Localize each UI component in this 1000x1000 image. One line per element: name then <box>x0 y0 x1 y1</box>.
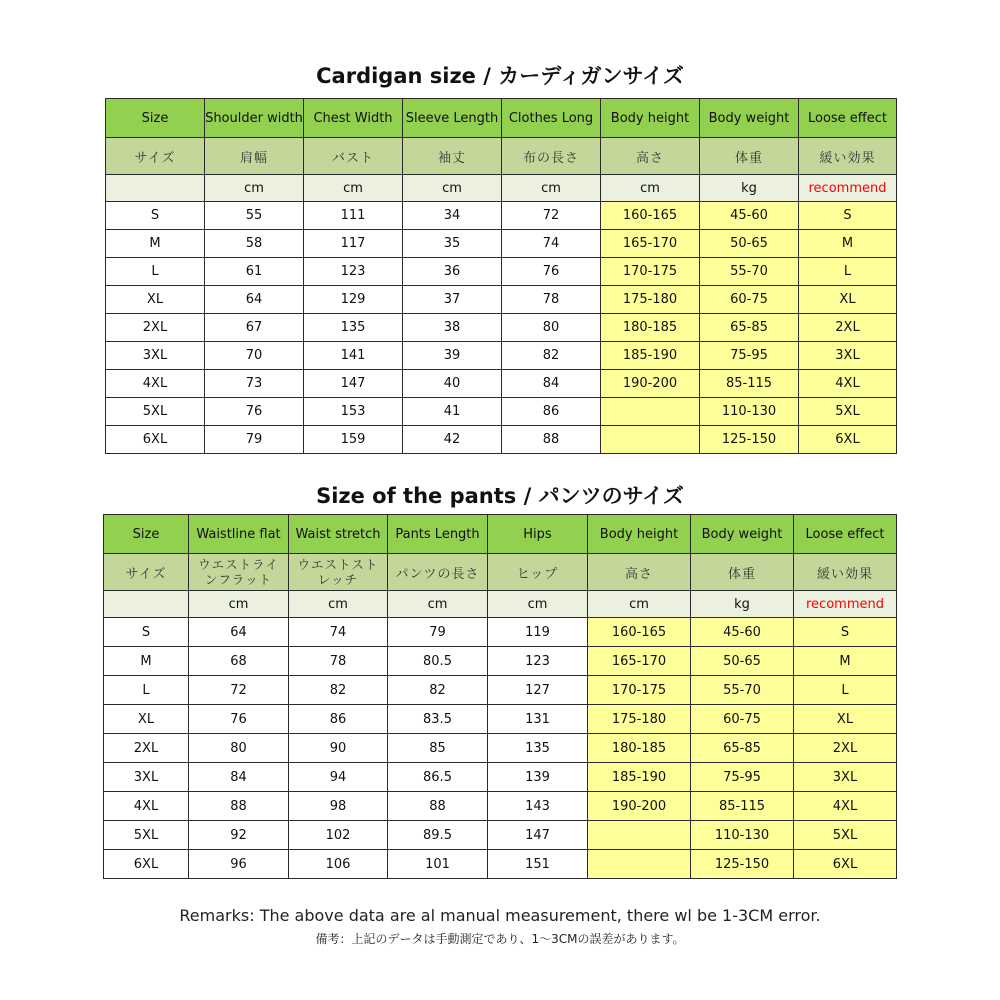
table-cell: 106 <box>289 850 388 879</box>
table-cell: 76 <box>502 258 601 286</box>
table-row <box>106 202 897 230</box>
table-cell: 190-200 <box>588 792 691 821</box>
table-row <box>104 618 897 647</box>
table-cell: 50-65 <box>691 647 794 676</box>
jp-header-cell: バスト <box>304 138 403 175</box>
table-cell: 6XL <box>794 850 897 879</box>
table-cell: 6XL <box>104 850 189 879</box>
table-cell: 190-200 <box>601 370 700 398</box>
table-cell: M <box>106 230 205 258</box>
table-cell: M <box>104 647 189 676</box>
table-row <box>106 286 897 314</box>
header-cell: Clothes Long <box>502 99 601 138</box>
table-cell: 82 <box>502 342 601 370</box>
table-cell: 147 <box>488 821 588 850</box>
jp-header-cell: パンツの長さ <box>388 554 488 591</box>
table-cell: 60-75 <box>700 286 799 314</box>
table-cell: XL <box>106 286 205 314</box>
table-cell <box>588 821 691 850</box>
table-cell: 55-70 <box>691 676 794 705</box>
table-cell: 84 <box>189 763 289 792</box>
unit-cell: kg <box>700 175 799 202</box>
table-cell: 86 <box>502 398 601 426</box>
table-cell: 2XL <box>794 734 897 763</box>
table-cell: 78 <box>289 647 388 676</box>
table-cell: XL <box>104 705 189 734</box>
table-cell: 117 <box>304 230 403 258</box>
table-cell: 175-180 <box>588 705 691 734</box>
table-cell: 79 <box>205 426 304 454</box>
jp-header-cell: サイズ <box>104 554 189 591</box>
jp-header-cell: 肩幅 <box>205 138 304 175</box>
jp-header-cell: ウエストライ ンフラット <box>189 554 289 591</box>
header-cell: Body weight <box>691 515 794 554</box>
table-cell: 75-95 <box>700 342 799 370</box>
unit-cell: cm <box>289 591 388 618</box>
jp-header-cell: 体重 <box>700 138 799 175</box>
unit-cell-recommend: recommend <box>794 591 897 618</box>
table-cell: 34 <box>403 202 502 230</box>
jp-header-cell: 体重 <box>691 554 794 591</box>
table-cell: 85 <box>388 734 488 763</box>
table-cell: 73 <box>205 370 304 398</box>
table-cell: 65-85 <box>691 734 794 763</box>
table-cell: 88 <box>502 426 601 454</box>
unit-cell: kg <box>691 591 794 618</box>
table-cell: 67 <box>205 314 304 342</box>
unit-cell: cm <box>502 175 601 202</box>
table-cell: 110-130 <box>691 821 794 850</box>
table-cell: 98 <box>289 792 388 821</box>
header-cell: Size <box>104 515 189 554</box>
table-cell: 72 <box>189 676 289 705</box>
table-cell: 50-65 <box>700 230 799 258</box>
pants-size-rows <box>104 618 897 879</box>
table-jp-header-row <box>106 138 897 175</box>
table-row <box>104 850 897 879</box>
table-cell: 102 <box>289 821 388 850</box>
table-cell: 35 <box>403 230 502 258</box>
unit-cell <box>104 591 189 618</box>
table-cell: 180-185 <box>588 734 691 763</box>
table-cell: 135 <box>304 314 403 342</box>
table-row <box>104 734 897 763</box>
unit-cell <box>106 175 205 202</box>
header-cell: Body height <box>588 515 691 554</box>
table-cell: 36 <box>403 258 502 286</box>
header-cell: Waistline flat <box>189 515 289 554</box>
table-cell: 84 <box>502 370 601 398</box>
header-cell: Sleeve Length <box>403 99 502 138</box>
table-cell: 55 <box>205 202 304 230</box>
table-cell: 5XL <box>794 821 897 850</box>
table-cell: 76 <box>205 398 304 426</box>
jp-header-cell: ウエストスト レッチ <box>289 554 388 591</box>
table-cell: 3XL <box>794 763 897 792</box>
table-row <box>106 230 897 258</box>
table-cell: 143 <box>488 792 588 821</box>
table-cell: 41 <box>403 398 502 426</box>
table-cell: 3XL <box>106 342 205 370</box>
jp-header-cell: サイズ <box>106 138 205 175</box>
table-cell: S <box>106 202 205 230</box>
table-cell: 180-185 <box>601 314 700 342</box>
table-cell: 45-60 <box>691 618 794 647</box>
table-cell: L <box>104 676 189 705</box>
table-cell: 125-150 <box>691 850 794 879</box>
header-cell: Chest Width <box>304 99 403 138</box>
table-cell: 5XL <box>104 821 189 850</box>
table-cell: 96 <box>189 850 289 879</box>
table-row <box>106 342 897 370</box>
table-cell: 151 <box>488 850 588 879</box>
table-cell: S <box>794 618 897 647</box>
jp-header-cell: 袖丈 <box>403 138 502 175</box>
table-cell: 165-170 <box>601 230 700 258</box>
header-cell: Hips <box>488 515 588 554</box>
jp-header-cell: 緩い効果 <box>799 138 897 175</box>
table-row <box>106 314 897 342</box>
header-cell: Loose effect <box>794 515 897 554</box>
table-cell: 111 <box>304 202 403 230</box>
header-cell: Body weight <box>700 99 799 138</box>
remarks-english: Remarks: The above data are al manual measurement, there wl be 1-3CM error. <box>179 906 821 925</box>
table-cell: 131 <box>488 705 588 734</box>
unit-cell-recommend: recommend <box>799 175 897 202</box>
table-cell: 135 <box>488 734 588 763</box>
table-cell: 2XL <box>106 314 205 342</box>
jp-header-cell: 高さ <box>601 138 700 175</box>
table-cell: 40 <box>403 370 502 398</box>
table-cell: 175-180 <box>601 286 700 314</box>
table-cell: 170-175 <box>588 676 691 705</box>
table-cell: 127 <box>488 676 588 705</box>
header-cell: Body height <box>601 99 700 138</box>
table-cell: 165-170 <box>588 647 691 676</box>
table-cell: 90 <box>289 734 388 763</box>
table-cell: 85-115 <box>691 792 794 821</box>
table-row <box>104 647 897 676</box>
pants-size-title: Size of the pants / パンツのサイズ <box>316 484 684 508</box>
table-cell: 38 <box>403 314 502 342</box>
table-cell: 80 <box>502 314 601 342</box>
table-cell: 85-115 <box>700 370 799 398</box>
table-cell: 147 <box>304 370 403 398</box>
table-cell: 80.5 <box>388 647 488 676</box>
table-cell: 79 <box>388 618 488 647</box>
table-cell: 68 <box>189 647 289 676</box>
cardigan-size-rows <box>106 202 897 454</box>
unit-cell: cm <box>588 591 691 618</box>
unit-cell: cm <box>189 591 289 618</box>
table-row <box>104 792 897 821</box>
table-cell: 76 <box>189 705 289 734</box>
table-cell: 92 <box>189 821 289 850</box>
table-cell: 72 <box>502 202 601 230</box>
jp-header-cell: 緩い効果 <box>794 554 897 591</box>
table-cell: 185-190 <box>588 763 691 792</box>
table-cell: 80 <box>189 734 289 763</box>
table-cell: 74 <box>289 618 388 647</box>
table-cell: 89.5 <box>388 821 488 850</box>
cardigan-size-title: Cardigan size / カーディガンサイズ <box>316 64 684 88</box>
table-cell: 82 <box>388 676 488 705</box>
table-row <box>106 398 897 426</box>
header-cell: Shoulder width <box>205 99 304 138</box>
table-row <box>106 426 897 454</box>
table-cell: L <box>106 258 205 286</box>
table-cell: 37 <box>403 286 502 314</box>
unit-cell: cm <box>403 175 502 202</box>
unit-cell: cm <box>304 175 403 202</box>
header-cell: Size <box>106 99 205 138</box>
jp-header-cell: 布の長さ <box>502 138 601 175</box>
table-cell: 3XL <box>104 763 189 792</box>
jp-header-cell: ヒップ <box>488 554 588 591</box>
table-cell <box>588 850 691 879</box>
table-cell: 82 <box>289 676 388 705</box>
table-cell: S <box>799 202 897 230</box>
table-cell: 88 <box>388 792 488 821</box>
table-cell: 61 <box>205 258 304 286</box>
table-cell: 185-190 <box>601 342 700 370</box>
table-cell: 2XL <box>104 734 189 763</box>
table-cell: 125-150 <box>700 426 799 454</box>
table-cell: 78 <box>502 286 601 314</box>
table-cell: 75-95 <box>691 763 794 792</box>
table-cell: 101 <box>388 850 488 879</box>
table-cell: 74 <box>502 230 601 258</box>
header-cell: Loose effect <box>799 99 897 138</box>
table-cell: M <box>794 647 897 676</box>
table-cell: 6XL <box>106 426 205 454</box>
table-cell: 139 <box>488 763 588 792</box>
table-cell: 94 <box>289 763 388 792</box>
table-unit-row <box>106 175 897 202</box>
table-header-row <box>104 515 897 554</box>
table-cell: 88 <box>189 792 289 821</box>
table-cell: 159 <box>304 426 403 454</box>
table-row <box>104 705 897 734</box>
table-cell: 141 <box>304 342 403 370</box>
table-cell: L <box>799 258 897 286</box>
table-cell: 5XL <box>799 398 897 426</box>
table-cell: 58 <box>205 230 304 258</box>
table-cell <box>601 426 700 454</box>
table-header-row <box>106 99 897 138</box>
table-cell: 160-165 <box>601 202 700 230</box>
unit-cell: cm <box>488 591 588 618</box>
table-cell: 2XL <box>799 314 897 342</box>
table-cell: 4XL <box>104 792 189 821</box>
unit-cell: cm <box>601 175 700 202</box>
table-unit-row <box>104 591 897 618</box>
table-cell: 4XL <box>799 370 897 398</box>
table-cell: L <box>794 676 897 705</box>
table-cell: 5XL <box>106 398 205 426</box>
unit-cell: cm <box>388 591 488 618</box>
table-cell: XL <box>794 705 897 734</box>
table-cell: S <box>104 618 189 647</box>
table-cell: 129 <box>304 286 403 314</box>
table-cell: XL <box>799 286 897 314</box>
table-cell: 39 <box>403 342 502 370</box>
table-cell: 123 <box>304 258 403 286</box>
table-cell: 86 <box>289 705 388 734</box>
table-cell: 123 <box>488 647 588 676</box>
table-cell: 45-60 <box>700 202 799 230</box>
table-cell: 83.5 <box>388 705 488 734</box>
table-cell: 55-70 <box>700 258 799 286</box>
table-row <box>104 763 897 792</box>
jp-header-cell: 高さ <box>588 554 691 591</box>
table-cell: M <box>799 230 897 258</box>
table-cell: 65-85 <box>700 314 799 342</box>
table-cell: 64 <box>189 618 289 647</box>
unit-cell: cm <box>205 175 304 202</box>
table-cell: 42 <box>403 426 502 454</box>
table-cell: 64 <box>205 286 304 314</box>
table-cell: 70 <box>205 342 304 370</box>
header-cell: Waist stretch <box>289 515 388 554</box>
table-jp-header-row <box>104 554 897 591</box>
table-cell: 170-175 <box>601 258 700 286</box>
table-cell: 119 <box>488 618 588 647</box>
remarks-japanese: 備考：上記のデータは手動測定であり、1～3CMの誤差があります。 <box>315 932 685 946</box>
table-cell: 60-75 <box>691 705 794 734</box>
table-cell: 3XL <box>799 342 897 370</box>
cardigan-size-table <box>105 98 897 454</box>
header-cell: Pants Length <box>388 515 488 554</box>
table-cell: 153 <box>304 398 403 426</box>
table-cell: 86.5 <box>388 763 488 792</box>
table-row <box>104 676 897 705</box>
table-cell <box>601 398 700 426</box>
table-cell: 4XL <box>106 370 205 398</box>
table-row <box>106 258 897 286</box>
table-cell: 4XL <box>794 792 897 821</box>
table-cell: 110-130 <box>700 398 799 426</box>
table-cell: 6XL <box>799 426 897 454</box>
table-cell: 160-165 <box>588 618 691 647</box>
pants-size-table <box>103 514 897 879</box>
table-row <box>106 370 897 398</box>
table-row <box>104 821 897 850</box>
